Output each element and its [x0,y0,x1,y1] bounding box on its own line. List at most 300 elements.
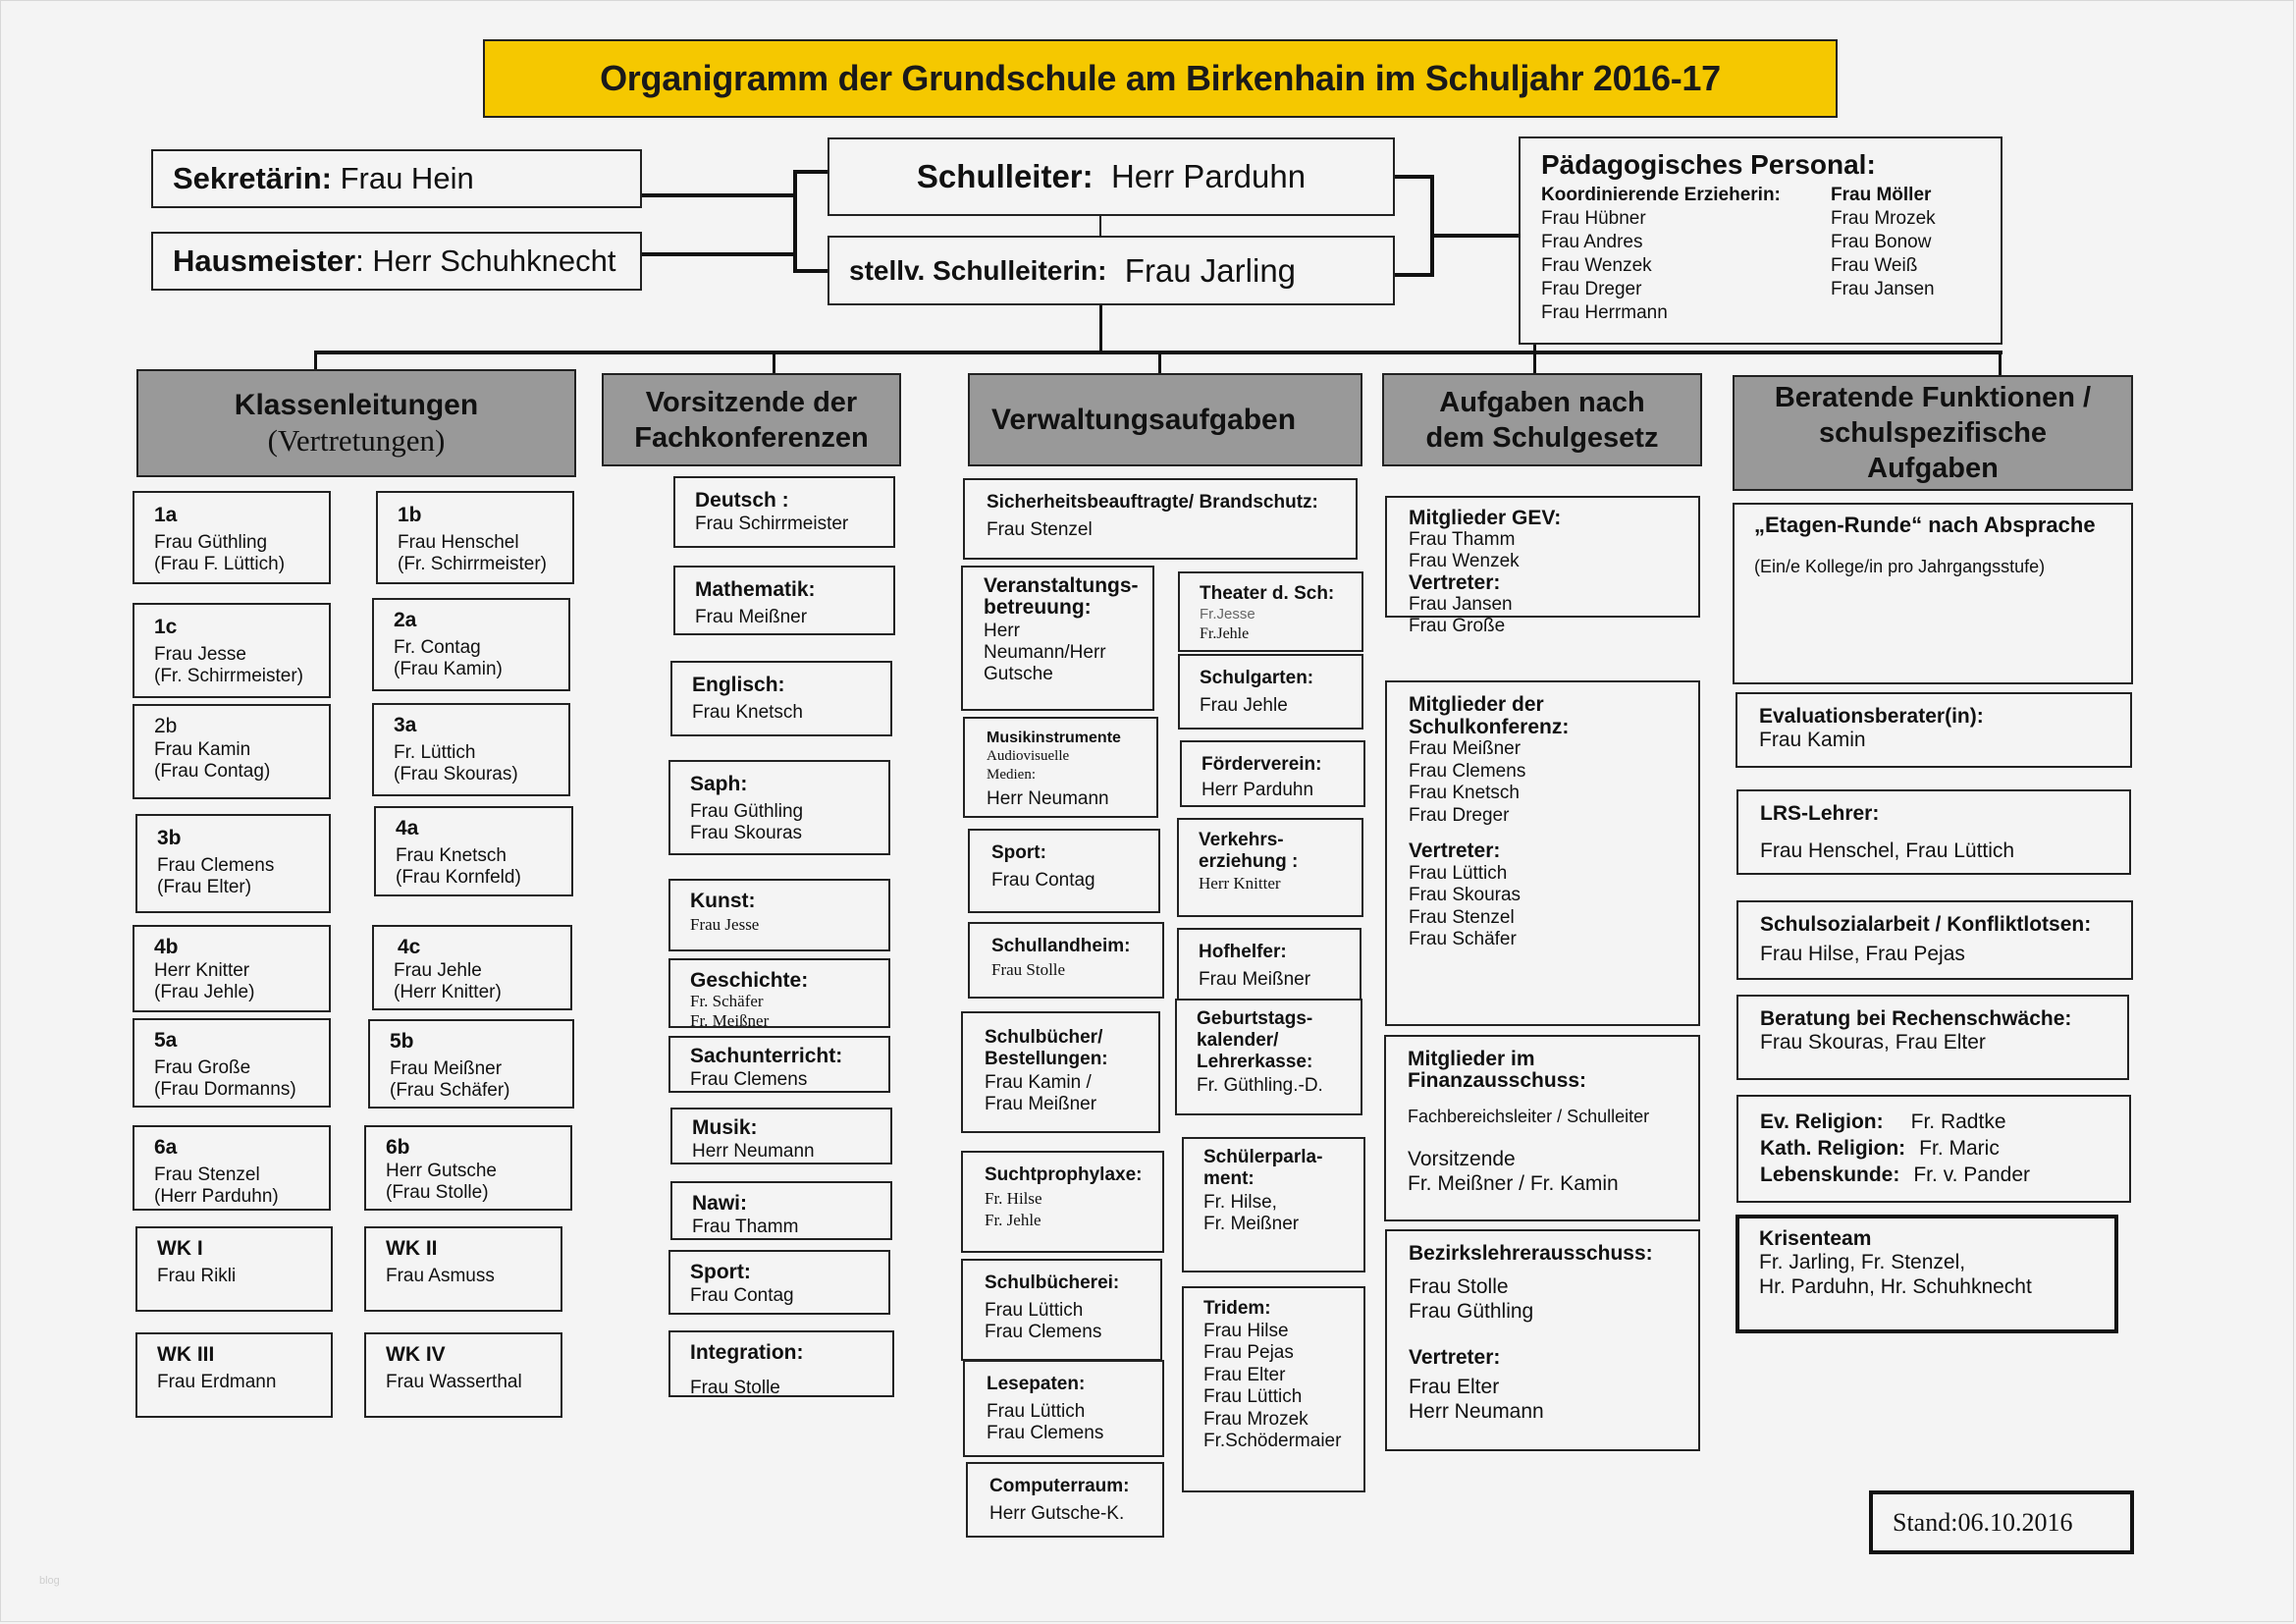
class-teacher: Frau Güthling [154,532,268,553]
task-title: Schullandheim: [991,936,1131,956]
connector [641,252,795,256]
subject-chair: Frau Thamm [692,1217,799,1237]
committee-deputy: Frau Jansen [1409,594,1513,615]
connector [1394,175,1433,179]
subject-name: Nawi: [692,1192,748,1215]
religion-row [1760,1135,2129,1162]
class-deputy: (Fr. Schirrmeister) [398,554,547,574]
class-box [374,806,573,896]
committee-member: Frau Wenzek [1409,551,1520,571]
connector [1430,234,1519,238]
class-teacher: Frau Erdmann [157,1372,277,1392]
committee-member: Frau Knetsch [1409,783,1520,803]
class-box [133,491,331,584]
function-title: LRS-Lehrer: [1760,802,1880,825]
class-name: 2a [394,609,417,631]
class-teacher: Frau Asmuss [386,1266,495,1286]
class-name: 2b [154,715,178,737]
subject-chair: Frau Knetsch [692,702,803,723]
class-name: 3b [157,827,182,849]
class-name: 4a [396,817,419,839]
staff-name: Frau Herrmann [1541,302,1668,323]
task-person: Frau Meißner [985,1094,1097,1114]
fachkonferenz-box [670,661,892,736]
class-name: 6a [154,1136,178,1159]
verwaltung-box [1182,1137,1365,1272]
rechenschwaeche-box [1736,995,2129,1080]
function-person: Frau Henschel, Frau Lüttich [1760,839,2015,862]
verwaltung-box [961,1259,1162,1361]
task-title: Sport: [991,842,1046,863]
class-deputy: (Frau F. Lüttich) [154,554,286,574]
connector [314,351,317,370]
header-text: Aufgaben [1867,453,1999,484]
fachkonferenz-box [668,1036,890,1093]
committee-deputy: Herr Neumann [1409,1400,1544,1423]
staff-name: Frau Dreger [1541,279,1642,299]
task-title: kalender/ [1197,1030,1279,1051]
verwaltung-box [968,922,1164,999]
committee-member: Frau Güthling [1409,1300,1534,1323]
committee-member: Fr. Meißner / Fr. Kamin [1408,1172,1619,1195]
task-person: Frau Clemens [985,1322,1102,1342]
task-person: Frau Stolle [991,960,1066,979]
header-schulgesetz [1382,373,1702,466]
committee-deputy: Frau Elter [1409,1376,1500,1398]
task-person: Fr. Hilse, [1203,1192,1277,1213]
religion-teacher: Fr. v. Pander [1913,1164,2031,1186]
header-text: dem Schulgesetz [1425,421,1659,454]
religion-row [1760,1162,2129,1188]
fachkonferenz-box [668,958,890,1028]
subject-name: Saph: [690,773,748,795]
connector [1394,273,1433,277]
evaluation-box [1735,692,2132,768]
class-name: 1a [154,504,178,526]
class-teacher: Herr Knitter [154,960,250,981]
class-deputy: (Frau Kamin) [394,659,503,679]
class-deputy: (Herr Parduhn) [154,1186,279,1207]
task-person: Frau Lüttich [985,1300,1084,1321]
task-person: Frau Clemens [987,1423,1104,1443]
class-box [133,704,331,799]
class-deputy: (Frau Contag) [154,761,271,782]
task-title: Hofhelfer: [1199,942,1287,962]
committee-title: Mitglieder GEV: [1409,507,1562,529]
class-box [133,925,331,1012]
class-deputy: (Frau Elter) [157,877,252,897]
task-person: Frau Elter [1203,1364,1286,1385]
class-teacher: Fr. Lüttich [394,742,476,763]
header-text: Beratende Funktionen / [1774,382,2092,413]
committee-deputy: Frau Schäfer [1409,929,1517,949]
religion-row [1760,1109,2129,1135]
class-name: WK I [157,1237,203,1260]
task-title: Audiovisuelle [987,748,1070,764]
paed-title: Pädagogisches Personal: [1541,149,1876,180]
task-title: Computerraum: [989,1476,1130,1496]
schulsozialarbeit-box [1736,900,2133,980]
class-box [368,1019,574,1109]
verwaltung-box [963,1360,1164,1457]
verwaltung-box [961,1011,1160,1133]
subject-name: Deutsch : [695,489,789,512]
header-beratende-funktionen [1733,375,2133,491]
committee-deputy: Frau Stenzel [1409,906,1515,928]
hausmeister-name: : Herr Schuhknecht [355,244,616,278]
header-klassenleitungen [136,369,576,477]
task-title: Musikinstrumente [987,730,1121,746]
fachkonferenz-box [668,760,890,855]
staff-name: Frau Mrozek [1831,208,1936,229]
committee-member: Frau Clemens [1409,760,1526,782]
class-teacher: Frau Clemens [157,855,275,876]
committee-member: Frau Stolle [1409,1275,1509,1298]
task-title: Geburtstags- [1197,1008,1313,1029]
class-name: 4b [154,936,179,958]
deputy-label: Vertreter: [1409,571,1501,594]
fachkonferenz-box [673,566,895,635]
verwaltung-box [1180,740,1365,807]
religion-label: Lebenskunde: [1760,1164,1900,1186]
class-deputy: (Frau Jehle) [154,982,255,1002]
fachkonferenz-box [668,1330,894,1397]
stellv-schulleiterin-box [828,236,1395,305]
krisenteam-box [1735,1215,2118,1333]
connector [1999,351,2002,376]
task-person: Frau Mrozek [1203,1408,1308,1430]
class-box [133,1125,331,1211]
class-box [372,598,570,691]
class-name: WK II [386,1237,438,1260]
subject-chair: Frau Contag [690,1285,794,1306]
verwaltung-box-tridem [1182,1286,1365,1492]
task-person: Herr Neumann [987,788,1109,809]
verwaltung-box [961,1151,1164,1253]
task-title: Lesepaten: [987,1374,1086,1394]
connector [773,351,775,373]
task-person: Frau Pejas [1203,1342,1294,1363]
class-box [372,925,572,1010]
class-deputy: (Frau Schäfer) [390,1080,510,1101]
class-box [372,703,570,796]
class-box [364,1125,572,1211]
task-person: Frau Lüttich [1203,1386,1303,1407]
task-person: Fr. Jehle [985,1211,1041,1229]
religion-label: Ev. Religion: [1760,1110,1884,1133]
connector [1533,345,1536,373]
staff-name: Frau Wenzek [1541,255,1652,276]
class-name: 4c [398,936,421,958]
hausmeister-box [151,232,642,291]
stellv-label: stellv. Schulleiterin: [849,254,1107,286]
connector [1158,351,1161,373]
class-box [364,1332,562,1418]
committee-title: Mitglieder der [1409,693,1544,716]
subject-chair: Frau Güthling [690,801,804,822]
subject-chair: Frau Stolle [690,1378,780,1398]
subject-name: Sport: [690,1261,751,1283]
function-person: Frau Skouras, Frau Elter [1760,1031,1986,1054]
staff-name: Frau Hübner [1541,208,1646,229]
task-person: Frau Meißner [1199,969,1311,990]
class-teacher: Frau Meißner [390,1058,503,1079]
header-text: Aufgaben nach [1439,386,1645,418]
class-teacher: Frau Henschel [398,532,519,553]
class-deputy: (Fr. Schirrmeister) [154,666,303,686]
committee-deputy: Frau Skouras [1409,885,1522,905]
task-title: Tridem: [1203,1298,1271,1319]
task-title: Schülerparla- [1203,1147,1323,1167]
class-deputy: (Frau Dormanns) [154,1079,296,1100]
connector [793,170,797,272]
task-person: Fr. Meißner [1203,1214,1300,1234]
sekretaerin-label: Sekretärin: [173,161,332,195]
class-teacher: Herr Gutsche [386,1161,497,1181]
subject-name: Sachunterricht: [690,1045,843,1067]
class-box [376,491,574,584]
class-name: 5a [154,1029,178,1052]
class-name: WK III [157,1343,215,1366]
task-person: Herr Knitter [1199,874,1281,893]
committee-title: Finanzausschuss: [1408,1069,1587,1092]
class-name: 6b [386,1136,410,1159]
watermark: blog [39,1575,60,1587]
function-person: Frau Hilse, Frau Pejas [1760,943,1965,965]
task-person: Herr [984,621,1020,641]
class-deputy: (Herr Knitter) [394,982,502,1002]
stand-date-box [1869,1490,2134,1554]
class-name: 1b [398,504,422,526]
header-text: schulspezifische [1818,417,2048,449]
staff-name: Frau Jansen [1831,279,1935,299]
function-title: Krisenteam [1759,1227,1872,1250]
task-title: Bestellungen: [985,1049,1108,1069]
header-text: Fachkonferenzen [634,421,869,454]
subject-name: Mathematik: [695,578,816,601]
subject-chair: Fr. Meißner [690,1011,770,1030]
religion-teacher: Fr. Maric [1919,1137,2000,1160]
task-title: Förderverein: [1201,754,1322,775]
class-teacher: Frau Jesse [154,644,246,665]
subject-name: Kunst: [690,890,756,912]
task-title: Lehrerkasse: [1197,1052,1313,1072]
staff-name: Frau Andres [1541,232,1643,252]
committee-member: Frau Dreger [1409,804,1510,826]
coordinator-label: Koordinierende Erzieherin: [1541,185,1781,205]
verwaltung-box [1178,654,1363,730]
task-person: Frau Kamin / [985,1072,1092,1093]
task-person: Herr Gutsche-K. [989,1503,1125,1524]
committee-title: Mitglieder im [1408,1048,1535,1070]
staff-name: Frau Bonow [1831,232,1932,252]
class-name: 5b [390,1030,414,1053]
task-person: Neumann/Herr [984,642,1106,663]
class-teacher: Fr. Contag [394,637,481,658]
connector [641,193,795,197]
committee-deputy: Frau Lüttich [1409,862,1508,884]
verwaltung-box [961,566,1154,711]
header-text: Klassenleitungen [234,389,479,421]
deputy-label: Vertreter: [1409,1346,1501,1369]
class-teacher: Frau Große [154,1057,251,1078]
function-person: Hr. Parduhn, Hr. Schuhknecht [1759,1275,2032,1298]
subject-chair: Herr Neumann [692,1141,815,1162]
class-box [135,814,331,913]
connector [793,269,828,273]
class-box [364,1226,562,1312]
lrs-box [1736,789,2131,875]
verwaltung-box [1177,818,1363,917]
committee-title: Schulkonferenz: [1409,715,1570,738]
fachkonferenz-box [668,879,890,951]
coordinator-name: Frau Möller [1831,185,1932,205]
class-teacher: Frau Wasserthal [386,1372,522,1392]
paed-left-column [1541,184,1831,325]
finanzausschuss-box [1384,1035,1700,1221]
subject-chair: Frau Skouras [690,823,803,843]
class-box [133,1018,331,1108]
paed-right-column [1831,184,1936,301]
class-deputy: (Frau Stolle) [386,1182,489,1203]
task-title: erziehung : [1199,851,1299,872]
task-person: Fr. Hilse [985,1189,1042,1208]
task-title: ment: [1203,1168,1255,1189]
class-deputy: (Frau Kornfeld) [396,867,521,888]
function-title: „Etagen-Runde“ nach Absprache [1754,513,2096,537]
task-title: Medien: [987,767,1036,783]
task-person: Frau Contag [991,870,1095,891]
header-subtext: (Vertretungen) [267,423,446,458]
task-title: betreuung: [984,596,1092,619]
subject-name: Geschichte: [690,969,809,992]
gev-box [1385,496,1700,636]
subject-name: Integration: [690,1341,804,1364]
task-title: Theater d. Sch: [1200,583,1335,604]
schulkonferenz-box [1385,680,1700,1026]
verwaltung-box-sicherheit [963,478,1358,560]
committee-member: Frau Thamm [1409,529,1516,550]
subject-chair: Fr. Schäfer [690,992,764,1010]
task-person: Frau Jehle [1200,695,1288,716]
function-note: (Ein/e Kollege/in pro Jahrgangsstufe) [1754,557,2046,576]
paedagogisches-personal-box [1519,136,2002,345]
subject-chair: Frau Jesse [690,915,760,934]
class-name: 3a [394,714,417,736]
title-text: Organigramm der Grundschule am Birkenhain im Schuljahr 2016-17 [600,58,1721,98]
chart-title [483,39,1838,118]
class-name: WK IV [386,1343,446,1366]
bezirkslehrerausschuss-box [1385,1229,1700,1451]
task-person: Fr.Jehle [1200,625,1250,642]
subject-chair: Frau Meißner [695,607,808,627]
committee-member: Frau Meißner [1409,738,1522,759]
function-title: Schulsozialarbeit / Konfliktlotsen: [1760,913,2092,936]
task-person: Frau Hilse [1203,1320,1289,1341]
committee-member: Vorsitzende [1408,1148,1516,1170]
verwaltung-box [968,829,1160,913]
task-title: Schulgarten: [1200,668,1314,688]
header-text: Vorsitzende der [645,386,858,418]
header-fachkonferenzen [602,373,901,466]
class-teacher: Frau Knetsch [396,845,507,866]
subject-name: Englisch: [692,674,785,696]
function-person: Frau Kamin [1759,729,1866,751]
task-title: Schulbücher/ [985,1027,1103,1048]
deputy-label: Vertreter: [1409,839,1501,862]
staff-name: Frau Weiß [1831,255,1918,276]
task-title: Sicherheitsbeauftragte/ Brandschutz: [987,492,1318,513]
verwaltung-box [1175,999,1362,1115]
stand-date: Stand:06.10.2016 [1893,1507,2073,1537]
schulleiter-label: Schulleiter: [916,158,1094,194]
task-title: Schulbücherei: [985,1272,1120,1293]
class-teacher: Frau Kamin [154,739,251,760]
verwaltung-box [966,1462,1164,1538]
task-person: Fr.Schödermaier [1203,1431,1342,1451]
class-teacher: Frau Rikli [157,1266,237,1286]
committee-title: Bezirkslehrerausschuss: [1409,1242,1653,1265]
fachkonferenz-box [670,1181,892,1240]
connector [1430,175,1434,277]
class-box [135,1332,333,1418]
verwaltung-box [963,717,1158,818]
task-title: Verkehrs- [1199,830,1284,850]
task-title: Veranstaltungs- [984,574,1139,597]
religion-label: Kath. Religion: [1760,1137,1906,1160]
fachkonferenz-box [670,1108,892,1164]
class-teacher: Frau Stenzel [154,1164,260,1185]
task-person: Fr.Jesse [1200,606,1255,623]
fachkonferenz-box [673,476,895,548]
subject-chair: Frau Clemens [690,1069,808,1090]
verwaltung-box [1177,928,1362,1001]
header-verwaltungsaufgaben [968,373,1362,466]
class-box [133,603,331,698]
religion-box [1736,1095,2131,1203]
function-title: Beratung bei Rechenschwäche: [1760,1007,2072,1030]
hausmeister-label: Hausmeister [173,244,356,278]
task-person: Gutsche [984,664,1053,684]
task-person: Herr Parduhn [1201,780,1314,800]
committee-member: Fachbereichsleiter / Schulleiter [1408,1107,1650,1126]
class-teacher: Frau Jehle [394,960,482,981]
schulleiter-box [828,137,1395,216]
task-person: Frau Lüttich [987,1401,1086,1422]
stellv-name: Frau Jarling [1106,251,1297,289]
task-person: Frau Stenzel [987,519,1093,540]
schulleiter-name: Herr Parduhn [1093,158,1307,194]
committee-deputy: Frau Große [1409,616,1506,636]
connector [1099,215,1101,236]
sekretaerin-box [151,149,642,208]
function-title: Evaluationsberater(in): [1759,705,1984,728]
subject-name: Musik: [692,1116,758,1139]
verwaltung-box [1178,571,1363,652]
header-text: Verwaltungsaufgaben [991,403,1297,436]
religion-teacher: Fr. Radtke [1910,1110,2006,1133]
class-deputy: (Frau Skouras) [394,764,518,785]
class-name: 1c [154,616,178,638]
task-person: Fr. Güthling.-D. [1197,1075,1323,1096]
etagen-runde-box [1733,503,2133,684]
task-title: Suchtprophylaxe: [985,1164,1143,1185]
connector [1099,304,1102,353]
sekretaerin-name: Frau Hein [331,161,474,195]
function-person: Fr. Jarling, Fr. Stenzel, [1759,1251,1966,1273]
connector [793,170,828,174]
class-box [135,1226,333,1312]
